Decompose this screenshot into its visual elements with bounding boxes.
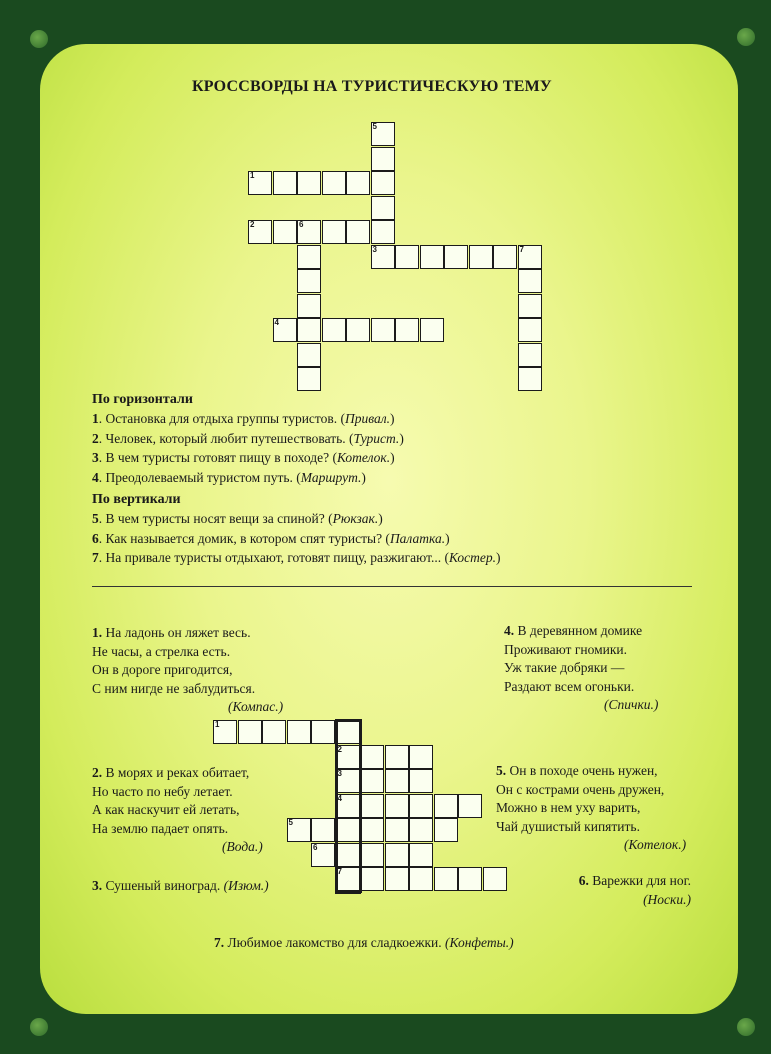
riddle-line (496, 762, 686, 781)
clue-number: 2 (92, 430, 99, 446)
crossword-cell[interactable] (213, 720, 237, 744)
crossword-cell[interactable] (371, 147, 395, 171)
riddle-line (92, 643, 283, 662)
riddle-text: Чай душистый кипятить. (496, 818, 640, 834)
crossword-cell[interactable] (469, 245, 493, 269)
cell-number: 6 (313, 842, 318, 852)
riddle-number: 3. (92, 878, 106, 893)
crossword-cell[interactable] (493, 245, 517, 269)
clue-close: ) (390, 411, 395, 426)
down-heading: По вертикали (92, 492, 181, 507)
riddle-line (92, 624, 283, 643)
riddle-answer: (Носки.) (643, 891, 691, 907)
riddle-answer: (Компас.) (228, 699, 284, 714)
crossword-cell[interactable] (297, 294, 321, 318)
crossword-cell[interactable] (371, 220, 395, 244)
riddle-answer: (Изюм.) (223, 878, 269, 893)
riddle-line (92, 801, 263, 820)
riddle-line (92, 783, 263, 802)
cell-number: 3 (372, 244, 377, 254)
crossword-cell[interactable] (322, 318, 346, 342)
clue-text: . Человек, который любит путешествовать. ( (98, 430, 354, 446)
clue-number: 6 (92, 530, 99, 546)
crossword-cell[interactable] (409, 843, 433, 867)
crossword-cell[interactable] (385, 769, 409, 793)
cell-number: 1 (215, 720, 220, 729)
crossword-cell[interactable] (297, 245, 321, 269)
crossword-cell[interactable] (360, 843, 384, 867)
riddle-line (92, 820, 263, 839)
riddle-line (504, 641, 658, 660)
crossword-cell[interactable] (385, 867, 409, 891)
crossword-cell[interactable] (297, 318, 321, 342)
clue-answer: Костер. (448, 550, 497, 565)
clue-number: 4 (92, 469, 99, 485)
riddle-4 (504, 622, 658, 715)
riddle-text: Сушеный виноград. (105, 878, 224, 893)
riddle-number: 2. (92, 765, 106, 780)
cell-number: 7 (519, 244, 524, 254)
crossword-cell[interactable] (518, 245, 542, 269)
clue-close: ) (445, 530, 450, 546)
clue-text: . В чем туристы готовят пищу в походе? ( (98, 450, 337, 465)
crossword-cell[interactable] (518, 318, 542, 342)
riddle-answer: (Конфеты.) (445, 935, 514, 950)
riddle-number: 4. (504, 623, 518, 638)
cell-number: 4 (274, 318, 279, 327)
riddle-text: В морях и реках обитает, (105, 765, 250, 780)
riddle-line (92, 661, 283, 680)
clue-line (92, 550, 501, 566)
clue-line (92, 511, 383, 527)
clue-text: . Преодолеваемый туристом путь. ( (98, 469, 301, 485)
riddle-answer: (Вода.) (222, 839, 263, 854)
key-column-outline (335, 891, 362, 894)
riddle-text: Не часы, а стрелка есть. (92, 643, 231, 659)
crossword-cell[interactable] (322, 220, 346, 244)
riddle-text: Он в походе очень нужен, (509, 763, 658, 778)
crossword-cell[interactable] (518, 343, 542, 367)
crossword-cell[interactable] (409, 794, 433, 818)
clue-close: ) (361, 469, 366, 485)
corner-dot (30, 1018, 48, 1036)
crossword-cell[interactable] (336, 720, 360, 744)
riddle-text: Раздают всем огоньки. (504, 678, 635, 694)
cell-number: 5 (288, 818, 293, 827)
crossword-cell[interactable] (311, 720, 335, 744)
crossword-cell[interactable] (371, 318, 395, 342)
key-column-outline (359, 719, 362, 893)
crossword-cell[interactable] (273, 220, 297, 244)
clue-number: 5 (92, 511, 99, 526)
crossword-cell[interactable] (371, 196, 395, 220)
riddle-line (214, 934, 514, 953)
crossword-cell[interactable] (395, 245, 419, 269)
riddle-line (496, 781, 686, 800)
riddle-text: В деревянном домике (517, 623, 643, 638)
crossword-cell[interactable] (385, 745, 409, 769)
crossword-cell[interactable] (434, 818, 458, 842)
crossword-cell[interactable] (311, 818, 335, 842)
crossword-cell[interactable] (360, 867, 384, 891)
clue-line (92, 450, 395, 466)
cell-number: 1 (250, 171, 255, 180)
cell-number: 3 (337, 769, 342, 778)
crossword-cell[interactable] (262, 720, 286, 744)
riddle-answer: (Котелок.) (624, 837, 687, 852)
crossword-cell[interactable] (483, 867, 507, 891)
corner-dot (30, 30, 48, 48)
riddle-number: 5. (496, 763, 510, 778)
riddle-line (496, 799, 686, 818)
corner-dot (737, 28, 755, 46)
clue-line (92, 411, 395, 427)
crossword-cell[interactable] (336, 867, 360, 891)
cell-number: 5 (372, 122, 377, 131)
crossword-cell[interactable] (297, 343, 321, 367)
riddle-line (496, 818, 686, 837)
riddle-text: Он с кострами очень дружен, (496, 781, 665, 797)
clue-close: ) (496, 550, 501, 565)
riddle-7 (214, 934, 514, 953)
crossword-cell[interactable] (518, 367, 542, 391)
crossword-cell[interactable] (273, 318, 297, 342)
crossword-cell[interactable] (434, 867, 458, 891)
clue-line (92, 431, 404, 447)
riddle-line (504, 622, 658, 641)
riddle-line (92, 764, 263, 783)
crossword-cell[interactable] (297, 269, 321, 293)
riddle-line (92, 680, 283, 699)
crossword-cell[interactable] (409, 867, 433, 891)
section-divider (92, 586, 692, 587)
riddle-2 (92, 764, 263, 857)
crossword-cell[interactable] (287, 818, 311, 842)
crossword-cell[interactable] (248, 171, 272, 195)
crossword-cell[interactable] (360, 818, 384, 842)
riddle-text: Варежки для ног. (592, 873, 691, 888)
clue-text: . Остановка для отдыха группы туристов. ( (98, 411, 346, 426)
cell-number: 7 (337, 867, 342, 876)
clue-answer: Палатка. (389, 530, 446, 546)
riddle-text: Но часто по небу летает. (92, 783, 233, 799)
crossword-cell[interactable] (346, 171, 370, 195)
clue-answer: Привал. (345, 411, 391, 426)
crossword-cell[interactable] (336, 843, 360, 867)
crossword-cell[interactable] (371, 122, 395, 146)
crossword-cell[interactable] (336, 794, 360, 818)
crossword-cell[interactable] (409, 769, 433, 793)
clue-answer: Маршрут. (300, 469, 362, 485)
crossword-cell[interactable] (322, 171, 346, 195)
riddle-text: А как наскучит ей летать, (92, 802, 240, 817)
crossword-cell[interactable] (311, 843, 335, 867)
clue-answer: Турист. (353, 430, 400, 446)
crossword-cell[interactable] (385, 818, 409, 842)
crossword-cell[interactable] (371, 245, 395, 269)
crossword-cell[interactable] (395, 318, 419, 342)
crossword-cell[interactable] (336, 745, 360, 769)
crossword-cell[interactable] (360, 769, 384, 793)
key-column-outline (335, 719, 338, 893)
crossword-cell[interactable] (287, 720, 311, 744)
clue-close: ) (390, 450, 395, 465)
crossword-cell[interactable] (297, 220, 321, 244)
riddle-answer: (Спички.) (604, 697, 659, 712)
riddle-text: Уж такие добряки — (504, 660, 625, 675)
crossword-cell[interactable] (458, 867, 482, 891)
riddle-number: 7. (214, 935, 228, 950)
cell-number: 6 (299, 220, 304, 229)
crossword-cell[interactable] (518, 294, 542, 318)
crossword-cell[interactable] (409, 745, 433, 769)
riddle-text: Он в дороге пригодится, (92, 662, 233, 677)
riddle-5 (496, 762, 686, 855)
clue-number: 7 (92, 550, 99, 565)
crossword-cell[interactable] (248, 220, 272, 244)
crossword-cell[interactable] (346, 220, 370, 244)
riddle-text: С ним нигде не заблудиться. (92, 680, 256, 696)
cell-number: 2 (337, 744, 342, 754)
riddle-3 (92, 877, 269, 896)
corner-dot (737, 1018, 755, 1036)
clue-answer: Рюкзак. (332, 511, 379, 526)
riddle-text: На землю падает опять. (92, 820, 229, 836)
crossword-cell[interactable] (409, 818, 433, 842)
riddle-line (92, 877, 269, 896)
page-title: КРОССВОРДЫ НА ТУРИСТИЧЕСКУЮ ТЕМУ (192, 78, 552, 95)
crossword-cell[interactable] (371, 171, 395, 195)
clue-number: 3 (92, 450, 99, 465)
clue-line (92, 531, 450, 547)
riddle-number: 6. (578, 873, 593, 888)
crossword-cell[interactable] (273, 171, 297, 195)
riddle-6 (579, 872, 691, 909)
crossword-cell[interactable] (458, 794, 482, 818)
riddle-line (579, 872, 691, 891)
clue-line (92, 470, 366, 486)
across-heading: По горизонтали (92, 392, 193, 407)
crossword-cell[interactable] (518, 269, 542, 293)
riddle-text: Любимое лакомство для сладкоежки. (227, 935, 446, 950)
riddle-line (504, 659, 658, 678)
clue-text: . В чем туристы носят вещи за спиной? ( (98, 511, 333, 526)
crossword-cell[interactable] (420, 245, 444, 269)
clue-answer: Котелок. (336, 450, 391, 465)
clue-text: . На привале туристы отдыхают, готовят пищу, разжигают... ( (98, 550, 449, 565)
clue-close: ) (378, 511, 383, 526)
crossword-cell[interactable] (336, 818, 360, 842)
crossword-cell[interactable] (385, 843, 409, 867)
crossword-cell[interactable] (420, 318, 444, 342)
riddle-1 (92, 624, 283, 717)
crossword-cell[interactable] (360, 794, 384, 818)
riddle-line (504, 678, 658, 697)
crossword-cell[interactable] (385, 794, 409, 818)
crossword-cell[interactable] (346, 318, 370, 342)
key-column-outline (335, 719, 362, 722)
crossword-cell[interactable] (360, 745, 384, 769)
crossword-cell[interactable] (297, 367, 321, 391)
cell-number: 4 (337, 793, 342, 803)
clue-text: . Как называется домик, в котором спят туристы? ( (98, 530, 390, 546)
crossword-cell[interactable] (297, 171, 321, 195)
riddle-text: Проживают гномики. (504, 641, 628, 657)
crossword-cell[interactable] (336, 769, 360, 793)
clue-number: 1 (92, 411, 99, 426)
crossword-cell[interactable] (238, 720, 262, 744)
clue-close: ) (399, 430, 404, 446)
riddle-text: На ладонь он ляжет весь. (105, 625, 251, 640)
riddle-number: 1. (92, 625, 106, 640)
crossword-cell[interactable] (444, 245, 468, 269)
cell-number: 2 (250, 220, 255, 229)
riddle-text: Можно в нем уху варить, (496, 800, 641, 815)
crossword-cell[interactable] (434, 794, 458, 818)
